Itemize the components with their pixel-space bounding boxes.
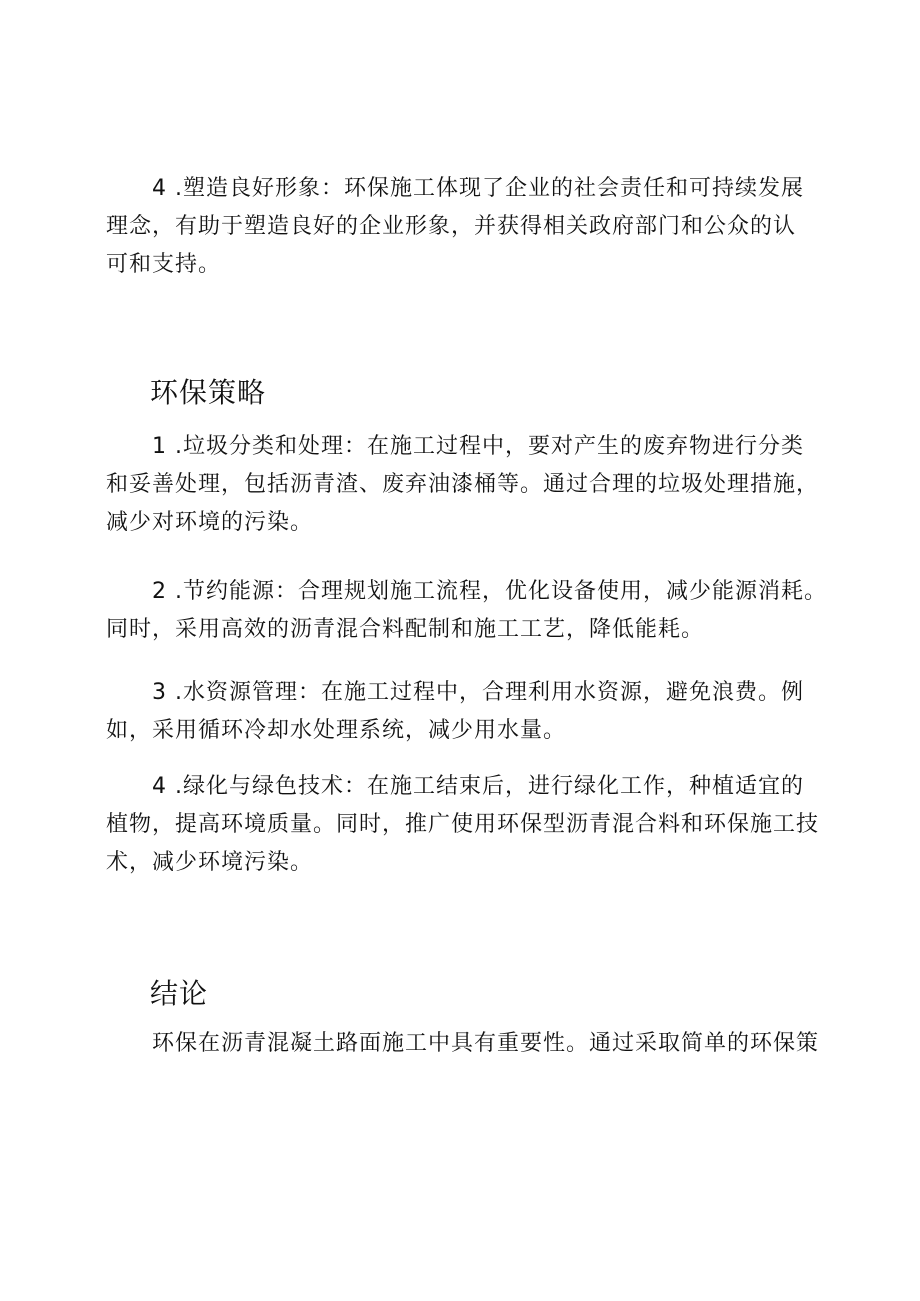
strategy-item-4-line-1: 4 .绿化与绿色技术：在施工结束后，进行绿化工作，种植适宜的 [152,774,804,799]
section-heading-conclusion: 结论 [150,977,209,1010]
strategy-item-1-line-1: 1 .垃圾分类和处理：在施工过程中，要对产生的废弃物进行分类 [152,434,804,459]
intro-item-4-line-3: 可和支持。 [106,252,222,277]
strategy-item-1 [106,428,832,542]
strategy-item-3 [106,674,832,750]
conclusion-paragraph [106,1025,832,1063]
intro-item-4-line-2: 理念，有助于塑造良好的企业形象，并获得相关政府部门和公众的认 [106,214,797,239]
strategy-item-2-line-1: 2 .节约能源：合理规划施工流程，优化设备使用，减少能源消耗。 [152,579,827,604]
strategy-item-2 [106,573,832,649]
intro-item-4-line-1: 4 .塑造良好形象：环保施工体现了企业的社会责任和可持续发展 [152,176,804,201]
strategy-item-4 [106,768,832,882]
strategy-item-3-line-1: 3 .水资源管理：在施工过程中，合理利用水资源，避免浪费。例 [152,680,804,705]
intro-item-4 [106,170,832,284]
section-heading-strategy: 环保策略 [150,376,267,409]
strategy-item-1-line-3: 减少对环境的污染。 [106,510,314,535]
strategy-item-1-line-2: 和妥善处理，包括沥青渣、废弃油漆桶等。通过合理的垃圾处理措施， [106,472,820,497]
strategy-item-2-line-2: 同时，采用高效的沥青混合料配制和施工工艺，降低能耗。 [106,617,705,642]
strategy-item-4-line-2: 植物，提高环境质量。同时，推广使用环保型沥青混合料和环保施工技 [106,812,820,837]
conclusion-line-1: 环保在沥青混凝土路面施工中具有重要性。通过采取简单的环保策 [152,1031,820,1056]
strategy-item-3-line-2: 如，采用循环冷却水处理系统，减少用水量。 [106,718,567,743]
strategy-item-4-line-3: 术，减少环境污染。 [106,850,314,875]
